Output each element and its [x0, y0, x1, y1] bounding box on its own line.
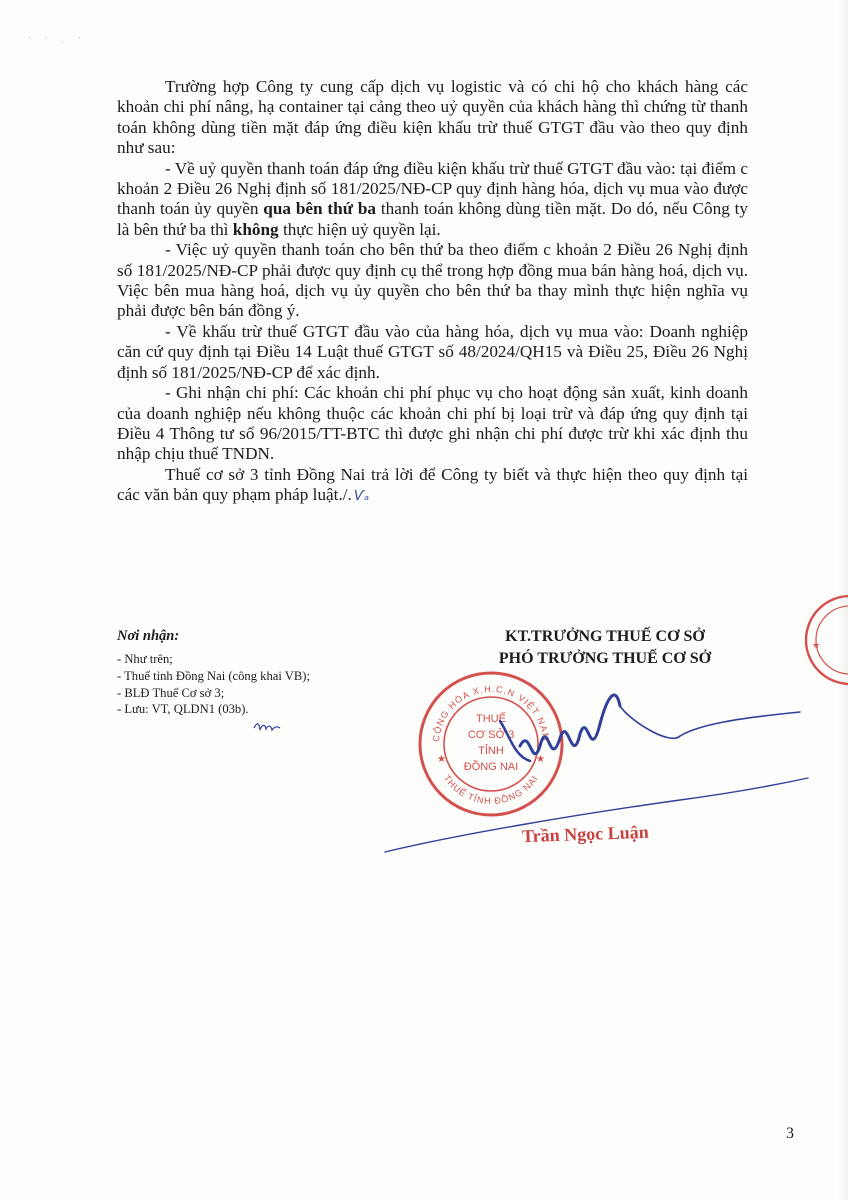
letter-body [117, 77, 748, 508]
stamp-ring-text: CỘNG HÒA X.H.C.N VIỆT NAM [430, 683, 552, 743]
stamp-center-line3: TỈNH [478, 745, 504, 757]
paragraph-intro: Trường hợp Công ty cung cấp dịch vụ logistic và có chi hộ cho khách hàng các khoản chi phí nâng, hạ container tại cảng theo uỷ quyền của khách hàng thì chứng từ thanh toán không dùng tiền mặt đáp ứng điều kiện khấu trừ thuế GTGT đầu vào theo quy định như sau: [117, 77, 748, 158]
stamp-star-right: ★ [536, 754, 545, 765]
paragraph-authorization [117, 159, 748, 241]
paragraph-expense: - Ghi nhận chi phí: Các khoản chi phí phục vụ cho hoạt động sản xuất, kinh doanh của doanh nghiệp nếu không thuộc các khoản chi phí bị loại trừ và đáp ứng quy định tại Điều 4 Thông tư số 96/2015/TT-BTC thì được ghi nhận chi phí được trừ khi xác định thu nhập chịu thuế TNDN. [117, 383, 748, 464]
recipient-item: - BLĐ Thuế Cơ sở 3; [117, 685, 225, 700]
stamp-bottom-text: THUẾ TỈNH ĐỒNG NAI [441, 773, 541, 807]
paragraph-authorization-part2: thanh toán không dùng tiền mặt. Do dó, nếu Công ty là bên thứ ba thì [117, 199, 749, 239]
svg-text:★: ★ [812, 640, 821, 650]
stamp-center-line2: CƠ SỞ 3 [467, 729, 515, 741]
stamp-center-line1: THUẾ [476, 713, 506, 725]
bold-third-party: qua bên thứ ba [263, 199, 376, 219]
recipient-initials-mark [252, 718, 282, 738]
page-number: 3 [786, 1125, 794, 1142]
recipient-item: - Như trên; [117, 652, 173, 666]
scan-specks: · · ˌ · [28, 34, 87, 43]
signer-title-line1: KT.TRƯỞNG THUẾ CƠ SỞ [505, 628, 705, 645]
recipients-title: Nơi nhận: [117, 628, 180, 644]
recipient-item: - Lưu: VT, QLDN1 (03b). [117, 702, 249, 717]
paragraph-deduction: - Về khấu trừ thuế GTGT đầu vào của hàng hóa, dịch vụ mua vào: Doanh nghiệp căn cứ quy định tại Điều 14 Luật thuế GTGT số 48/2024/QH15 và Điều 25, Điều 26 Nghị định số 181/2025/NĐ-CP để xác định. [117, 321, 748, 382]
handwritten-initials: Ѵₐ [353, 489, 370, 505]
paragraph-third-party: - Việc uỷ quyền thanh toán cho bên thứ ba theo điểm c khoản 2 Điều 26 Nghị định số 181/2025/NĐ-CP phải được quy định cụ thể trong hợp đồng mua bán hàng hoá, dịch vụ. Việc bên mua hàng hoá, dịch vụ ủy quyền cho bên thứ ba thay mình thực hiện nghĩa vụ phải được bên bán đồng ý. [117, 240, 748, 321]
paragraph-authorization-part3: thực hiện uỷ quyền lại. [278, 219, 441, 239]
recipients-list [117, 651, 417, 718]
recipient-item: - Thuế tỉnh Đồng Nai (công khai VB); [117, 668, 310, 683]
stamp-center-line4: ĐỒNG NAI [463, 761, 519, 773]
bold-not: không [232, 219, 279, 239]
stamp-star-left: ★ [437, 754, 446, 765]
recipients-block [117, 628, 417, 718]
signer-name: Trần Ngọc Luận [521, 821, 649, 847]
signer-block [470, 626, 740, 670]
signer-title-line2: PHÓ TRƯỞNG THUẾ CƠ SỞ [498, 650, 712, 667]
paragraph-closing [117, 465, 748, 508]
paragraph-authorization-part1: - Về uỷ quyền thanh toán đáp ứng điều kiện khấu trừ thuế GTGT đầu vào: tại điểm c khoản 2 Điều 26 Nghị định số 181/2025/NĐ-CP quy định hàng hóa, dịch vụ mua vào được thanh toán ủy quyền [117, 158, 748, 219]
closing-text: Thuế cơ sở 3 tỉnh Đồng Nai trả lời để Công ty biết và thực hiện theo quy định tại các văn bản quy phạm pháp luật./. [117, 464, 748, 505]
partial-edge-stamp [790, 590, 848, 690]
